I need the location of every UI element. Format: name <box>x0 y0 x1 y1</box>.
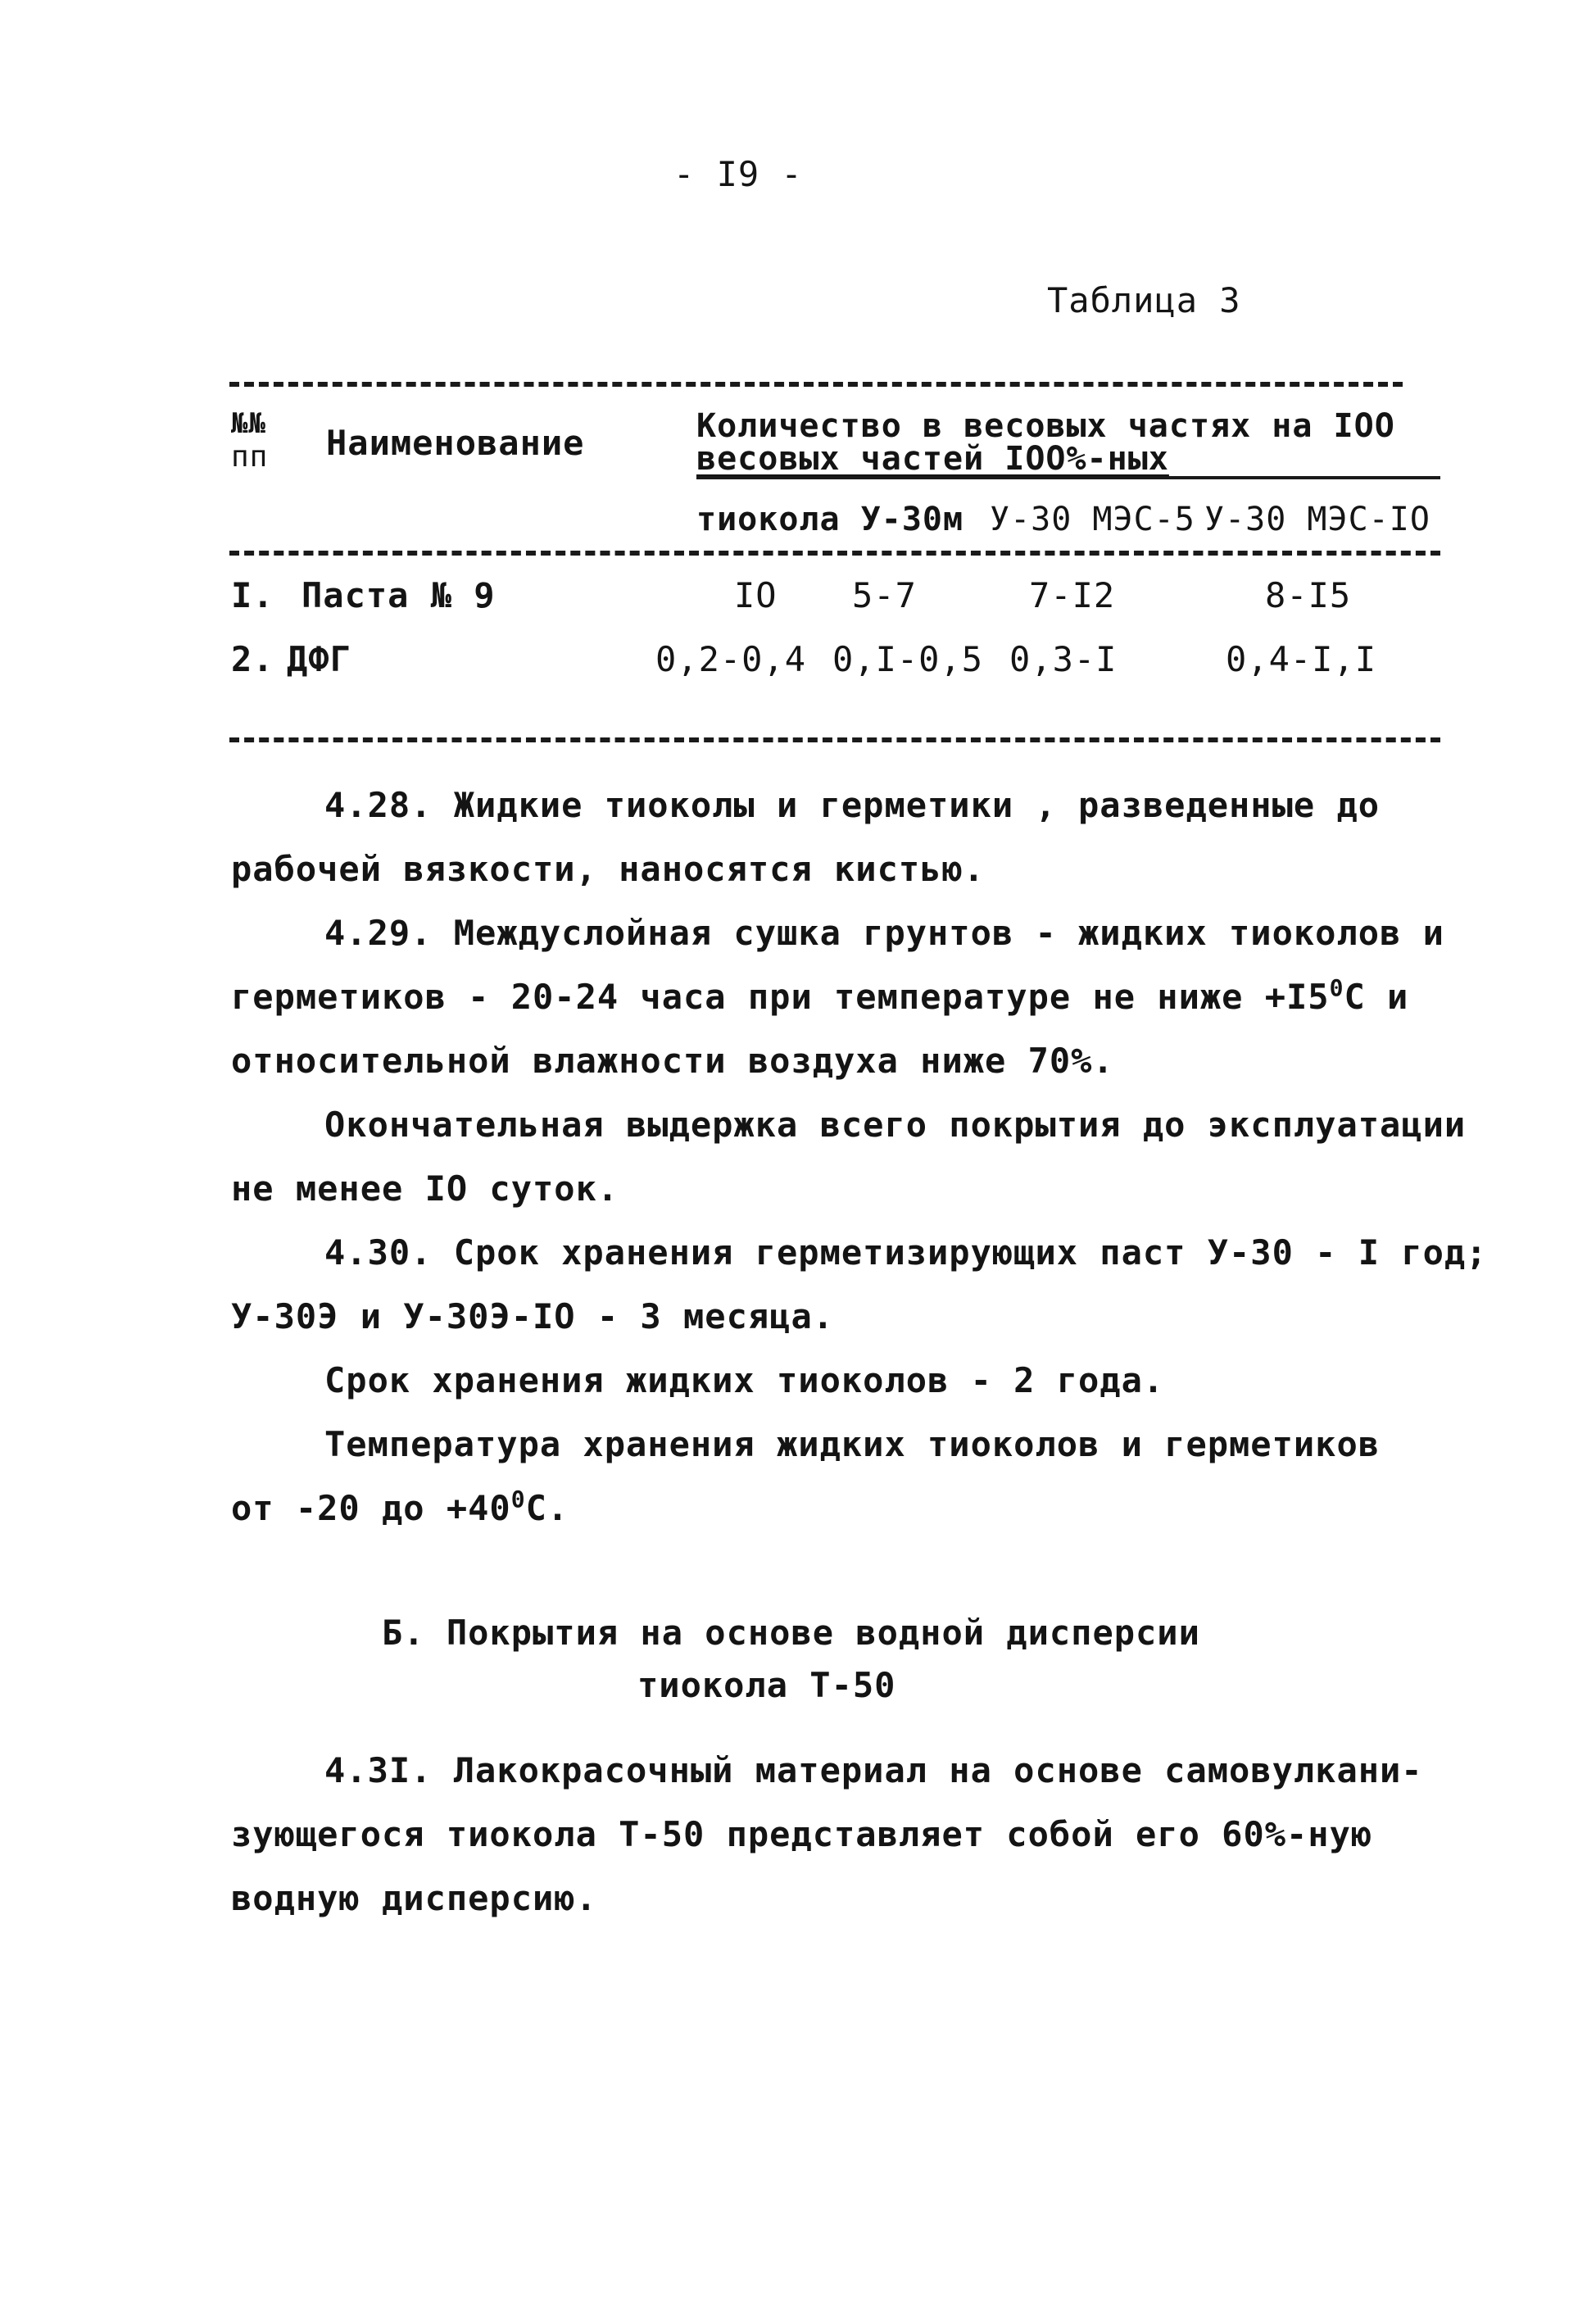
section-heading-line-1: Б. Покрытия на основе водной дисперсии <box>382 1613 1200 1653</box>
table-row-2-number: 2. <box>231 639 274 679</box>
paragraph-final-curing-line-1: Окончательная выдержка всего покрытия до эксплуатации <box>324 1105 1467 1145</box>
column-header-number-line2: пп <box>231 440 269 474</box>
table-row-1-value-1: IO <box>734 575 778 615</box>
column-header-quantity-line2: весовых частей IOO%-ных <box>696 440 1169 478</box>
table-row-2-value-4: 0,4-I,I <box>1226 639 1377 679</box>
paragraph-storage-temperature-line-1: Температура хранения жидких тиоколов и герметиков <box>324 1424 1381 1464</box>
table-row-1-value-4: 8-I5 <box>1265 575 1352 615</box>
column-header-name: Наименование <box>326 423 585 463</box>
table-caption: Таблица 3 <box>1047 280 1241 320</box>
table-row-2-value-1: 0,2-0,4 <box>655 639 807 679</box>
paragraph-4-29-line-1: 4.29. Междуслойная сушка грунтов - жидких тиоколов и <box>324 913 1444 953</box>
paragraph-storage-temperature-line-2 <box>231 1486 569 1528</box>
paragraph-storage-period: Срок хранения жидких тиоколов - 2 года. <box>324 1360 1165 1400</box>
quantity-header-rule <box>696 476 1440 479</box>
table-header-rule <box>229 551 1440 556</box>
degree-superscript: 0 <box>1329 974 1344 1001</box>
column-header-number-line1: №№ <box>231 407 266 440</box>
table-row-1-name: Паста № 9 <box>302 575 496 615</box>
paragraph-4-29-line-2-text: герметиков - 20-24 часа при температуре не ниже +I5 <box>231 977 1330 1017</box>
paragraph-4-29-line-2-end: С и <box>1344 977 1409 1017</box>
table-row-1-number: I. <box>231 575 274 615</box>
table-row-2-value-3: 0,3-I <box>1009 639 1118 679</box>
section-heading-line-2: тиокола Т-50 <box>637 1665 896 1705</box>
paragraph-4-31-line-2: зующегося тиокола Т-50 представляет собой его 60%-ную <box>231 1814 1373 1854</box>
paragraph-4-29-line-2 <box>231 974 1409 1017</box>
paragraph-4-31-line-3: водную дисперсию. <box>231 1878 597 1918</box>
paragraph-4-31-line-1: 4.3I. Лакокрасочный материал на основе самовулкани- <box>324 1750 1423 1790</box>
paragraph-4-30-line-2: У-30Э и У-30Э-IO - 3 месяца. <box>231 1296 835 1336</box>
paragraph-4-30-line-1: 4.30. Срок хранения герметизирующих паст У-30 - I год; <box>324 1232 1488 1273</box>
table-top-rule <box>229 382 1403 387</box>
paragraph-storage-temperature-end: С. <box>525 1488 569 1528</box>
subcolumn-header-1: тиокола У-30м <box>696 501 964 538</box>
page-number: - I9 - <box>673 154 803 194</box>
table-row-2-name: ДФГ <box>287 639 351 679</box>
paragraph-4-28-line-2: рабочей вязкости, наносятся кистью. <box>231 849 986 889</box>
paragraph-final-curing-line-2: не менее IO суток. <box>231 1168 619 1209</box>
paragraph-4-28-line-1: 4.28. Жидкие тиоколы и герметики , разведенные до <box>324 785 1381 825</box>
table-row-1-value-3: 7-I2 <box>1029 575 1116 615</box>
paragraph-4-29-line-3: относительной влажности воздуха ниже 70%. <box>231 1041 1114 1081</box>
degree-superscript: 0 <box>510 1486 526 1513</box>
subcolumn-header-3: У-30 МЭС-IO <box>1204 501 1431 538</box>
table-row-1-value-2: 5-7 <box>852 575 917 615</box>
column-header-quantity-line1: Количество в весовых частях на IOO <box>696 407 1395 445</box>
table-bottom-rule <box>229 737 1440 742</box>
paragraph-storage-temperature-text: от -20 до +40 <box>231 1488 511 1528</box>
subcolumn-header-2: У-30 МЭС-5 <box>990 501 1195 538</box>
table-row-2-value-2: 0,I-0,5 <box>832 639 984 679</box>
